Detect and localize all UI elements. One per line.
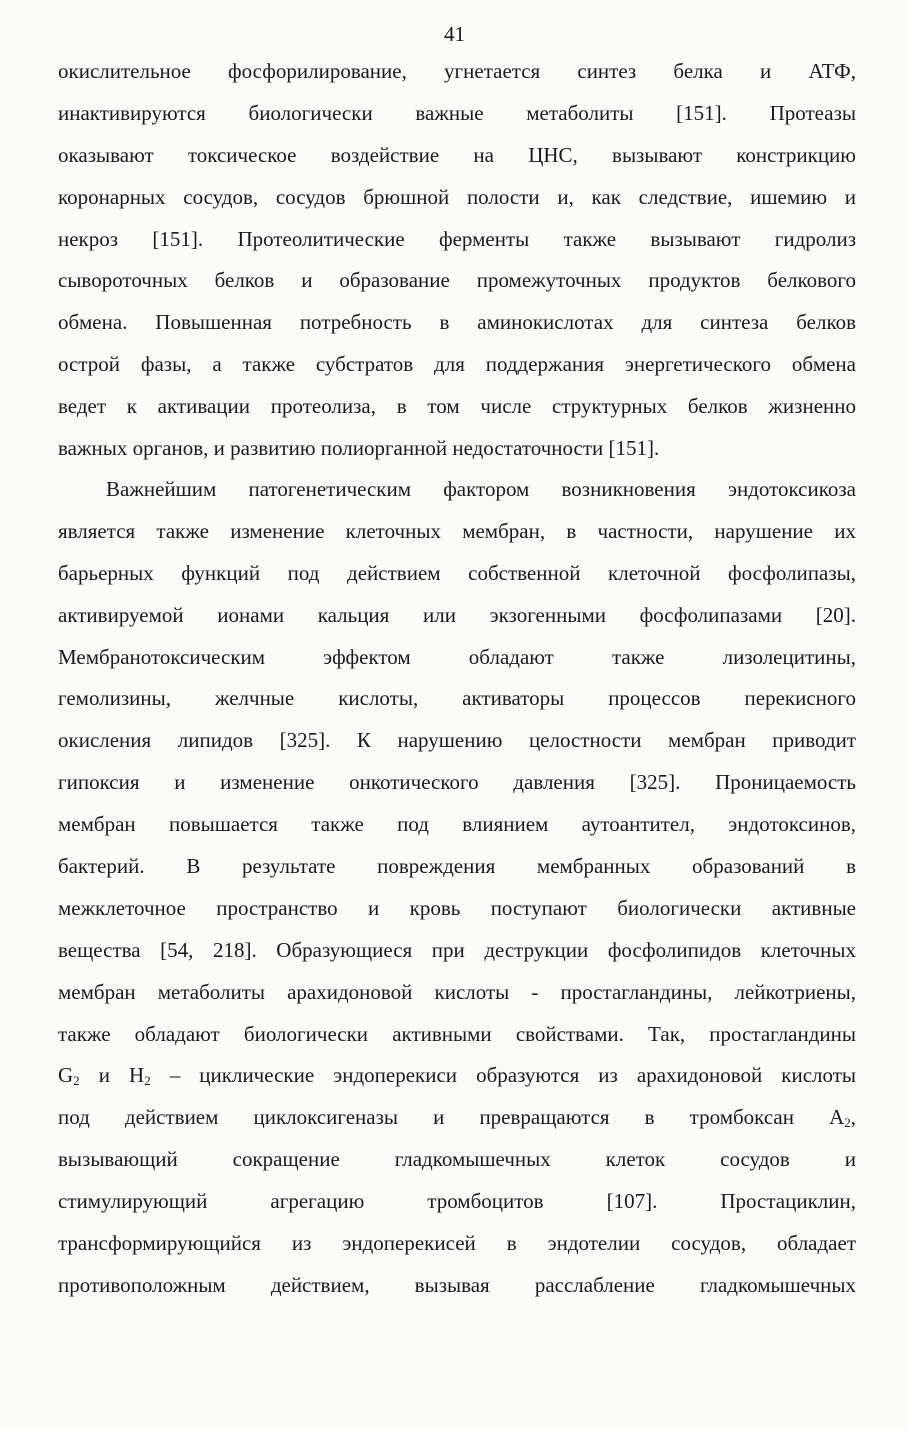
text-h: H xyxy=(129,1063,145,1088)
text-line: вызывающий сокращение гладкомышечных клеток сосудов и xyxy=(58,1147,856,1172)
text-line: вещества [54, 218]. Образующиеся при деструкции фосфолипидов клеточных xyxy=(58,937,856,962)
text-line: межклеточное пространство и кровь поступают биологически активные xyxy=(58,895,856,920)
text-line: мембран повышается также под влиянием аутоантител, эндотоксинов, xyxy=(58,812,856,837)
text-line: некроз [151]. Протеолитические ферменты также вызывают гидролиз xyxy=(58,226,856,251)
text-line: острой фазы, а также субстратов для поддержания энергетического обмена xyxy=(58,352,856,377)
text-line-g2-h2 xyxy=(58,1055,856,1097)
text-a2-main: под действием циклоксигеназы и превращаются в тромбоксан A xyxy=(58,1105,845,1130)
subscript-h: 2 xyxy=(144,1073,151,1089)
text-line: коронарных сосудов, сосудов брюшной полости и, как следствие, ишемию и xyxy=(58,184,856,209)
text-line: бактерий. В результате повреждения мембранных образований в xyxy=(58,854,856,879)
subscript-g: 2 xyxy=(73,1073,80,1089)
page-number: 41 xyxy=(444,22,465,46)
text-line: окисления липидов [325]. К нарушению целостности мембран приводит xyxy=(58,728,856,753)
text-and: и xyxy=(79,1063,130,1088)
text-line-a2 xyxy=(58,1097,856,1139)
paragraph-2 xyxy=(58,469,856,1307)
text-line: обмена. Повышенная потребность в аминокислотах для синтеза белков xyxy=(58,310,856,335)
text-line: сывороточных белков и образование промежуточных продуктов белкового xyxy=(58,268,856,293)
text-line: инактивируются биологически важные метаболиты [151]. Протеазы xyxy=(58,100,856,125)
text-line: является также изменение клеточных мембран, в частности, нарушение их xyxy=(58,518,856,543)
text-line: стимулирующий агрегацию тромбоцитов [107]. Простациклин, xyxy=(58,1189,856,1214)
text-line: Важнейшим патогенетическим фактором возникновения эндотоксикоза xyxy=(106,477,856,501)
text-line: барьерных функций под действием собственной клеточной фосфолипазы, xyxy=(58,560,856,585)
subscript-a: 2 xyxy=(844,1115,851,1131)
paragraph-1 xyxy=(58,51,856,470)
text-line: ведет к активации протеолиза, в том числе структурных белков жизненно xyxy=(58,394,856,419)
text-line: мембран метаболиты арахидоновой кислоты - простагландины, лейкотриены, xyxy=(58,979,856,1004)
text-line: противоположным действием, вызывая расслабление гладкомышечных xyxy=(58,1272,856,1297)
text-line: гемолизины, желчные кислоты, активаторы процессов перекисного xyxy=(58,686,856,711)
text-g: G xyxy=(58,1063,74,1088)
text-line: окислительное фосфорилирование, угнетается синтез белка и АТФ, xyxy=(58,59,856,83)
text-line: также обладают биологически активными свойствами. Так, простагландины xyxy=(58,1021,856,1046)
text-line: Мембранотоксическим эффектом обладают также лизолецитины, xyxy=(58,644,856,669)
text-line: гипоксия и изменение онкотического давления [325]. Проницаемость xyxy=(58,770,856,795)
text-line: трансформирующийся из эндоперекисей в эндотелии сосудов, обладает xyxy=(58,1231,856,1256)
text-line: активируемой ионами кальция или экзогенными фосфолипазами [20]. xyxy=(58,602,856,627)
text-line: важных органов, и развитию полиорганной недостаточности [151]. xyxy=(58,436,660,461)
text-rest: – циклические эндоперекиси образуются из арахидоновой кислоты xyxy=(150,1063,856,1088)
text-line: оказывают токсическое воздействие на ЦНС, вызывают констрикцию xyxy=(58,142,856,167)
text-a2-tail: , xyxy=(850,1105,856,1130)
